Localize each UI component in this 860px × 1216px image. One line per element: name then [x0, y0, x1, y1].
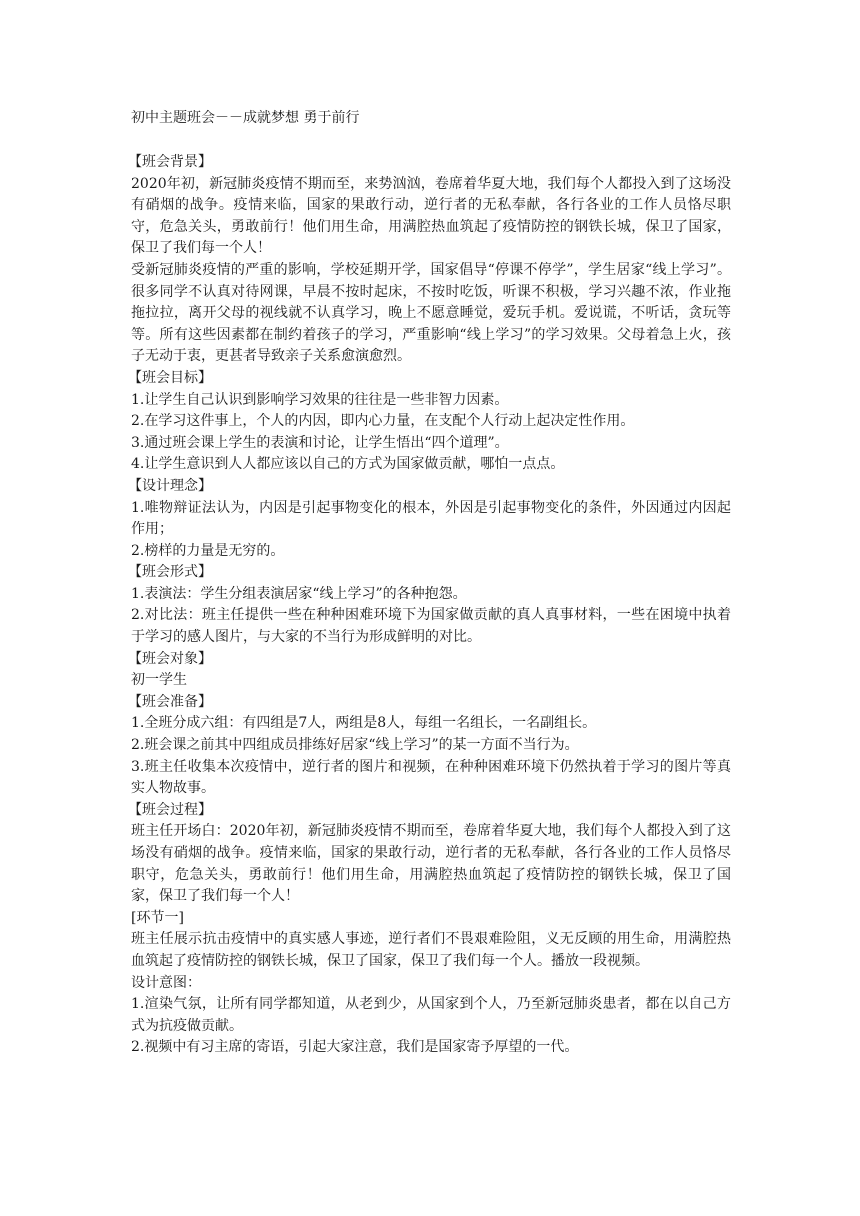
- paragraph: 设计意图：: [131, 974, 201, 991]
- paragraph: 1.唯物辩证法认为，内因是引起事物变化的根本，外因是引起事物变化的条件，外因通过内因起作用；: [131, 499, 731, 538]
- section-heading: 【班会准备】: [128, 693, 212, 710]
- paragraph: [环节一]: [131, 909, 184, 926]
- section-heading: 【班会过程】: [128, 801, 212, 818]
- paragraph: 2020年初，新冠肺炎疫情不期而至，来势汹汹，卷席着华夏大地，我们每个人都投入到了这场没有硝烟的战争。疫情来临，国家的果敢行动，逆行者的无私奉献，各行各业的工作人员恪尽职守，危急关头，勇敢前行！他们用生命，用满腔热血筑起了疫情防控的钢铁长城，保卫了国家，保卫了我们每一个人！: [131, 175, 731, 257]
- document-page: [128, 108, 731, 1059]
- section-heading: 【设计理念】: [128, 477, 212, 494]
- paragraph: 1.让学生自己认识到影响学习效果的往往是一些非智力因素。: [131, 391, 509, 408]
- paragraph: 班主任开场白：2020年初，新冠肺炎疫情不期而至，卷席着华夏大地，我们每个人都投入到了这场没有硝烟的战争。疫情来临，国家的果敢行动，逆行者的无私奉献，各行各业的工作人员恪尽职守，危急关头，勇敢前行！他们用生命，用满腔热血筑起了疫情防控的钢铁长城，保卫了国家，保卫了我们每一个人！: [131, 823, 731, 905]
- paragraph: 初一学生: [131, 672, 187, 689]
- paragraph: 4.让学生意识到人人都应该以自己的方式为国家做贡献，哪怕一点点。: [131, 456, 565, 473]
- section-heading: 【班会形式】: [128, 564, 212, 581]
- document-title: 初中主题班会－－成就梦想 勇于前行: [131, 110, 360, 126]
- paragraph: 2.榜样的力量是无穷的。: [131, 542, 285, 559]
- section-heading: 【班会对象】: [128, 650, 212, 667]
- paragraph: 2.在学习这件事上，个人的内因，即内心力量，在支配个人行动上起决定性作用。: [131, 413, 635, 430]
- paragraph: 1.渲染气氛，让所有同学都知道，从老到少，从国家到个人，乃至新冠肺炎患者，都在以自己方式为抗疫做贡献。: [131, 996, 731, 1034]
- section-heading: 【班会目标】: [128, 369, 212, 386]
- paragraph: 3.班主任收集本次疫情中，逆行者的图片和视频，在种种困难环境下仍然执着于学习的图片等真实人物故事。: [131, 758, 731, 797]
- document-body: [128, 152, 731, 1059]
- paragraph: 1.全班分成六组：有四组是7人，两组是8人，每组一名组长，一名副组长。: [131, 715, 597, 732]
- paragraph: 1.表演法：学生分组表演居家“线上学习”的各种抱怨。: [131, 585, 467, 602]
- paragraph: 班主任展示抗击疫情中的真实感人事迹，逆行者们不畏艰难险阻，义无反顾的用生命，用满腔热血筑起了疫情防控的钢铁长城，保卫了国家，保卫了我们每一个人。播放一段视频。: [131, 931, 731, 969]
- paragraph: 3.通过班会课上学生的表演和讨论，让学生悟出“四个道理”。: [131, 434, 509, 451]
- paragraph: 2.视频中有习主席的寄语，引起大家注意，我们是国家寄予厚望的一代。: [131, 1039, 579, 1056]
- paragraph: 2.班会课之前其中四组成员排练好居家“线上学习”的某一方面不当行为。: [131, 737, 579, 754]
- section-heading: 【班会背景】: [128, 154, 212, 170]
- paragraph: 2.对比法：班主任提供一些在种种困难环境下为国家做贡献的真人真事材料，一些在困境中执着于学习的感人图片，与大家的不当行为形成鲜明的对比。: [131, 607, 731, 646]
- paragraph: 受新冠肺炎疫情的严重的影响，学校延期开学，国家倡导“停课不停学”，学生居家“线上学习”。很多同学不认真对待网课，早晨不按时起床，不按时吃饭，听课不积极，学习兴趣不浓，作业拖拖拉拉，离开父母的视线就不认真学习，晚上不愿意睡觉，爱玩手机。爱说谎，不听话，贪玩等等。所有这些因素都在制约着孩子的学习，严重影响“线上学习”的学习效果。父母着急上火，孩子无动于衷，更甚者导致亲子关系愈演愈烈。: [131, 261, 731, 365]
